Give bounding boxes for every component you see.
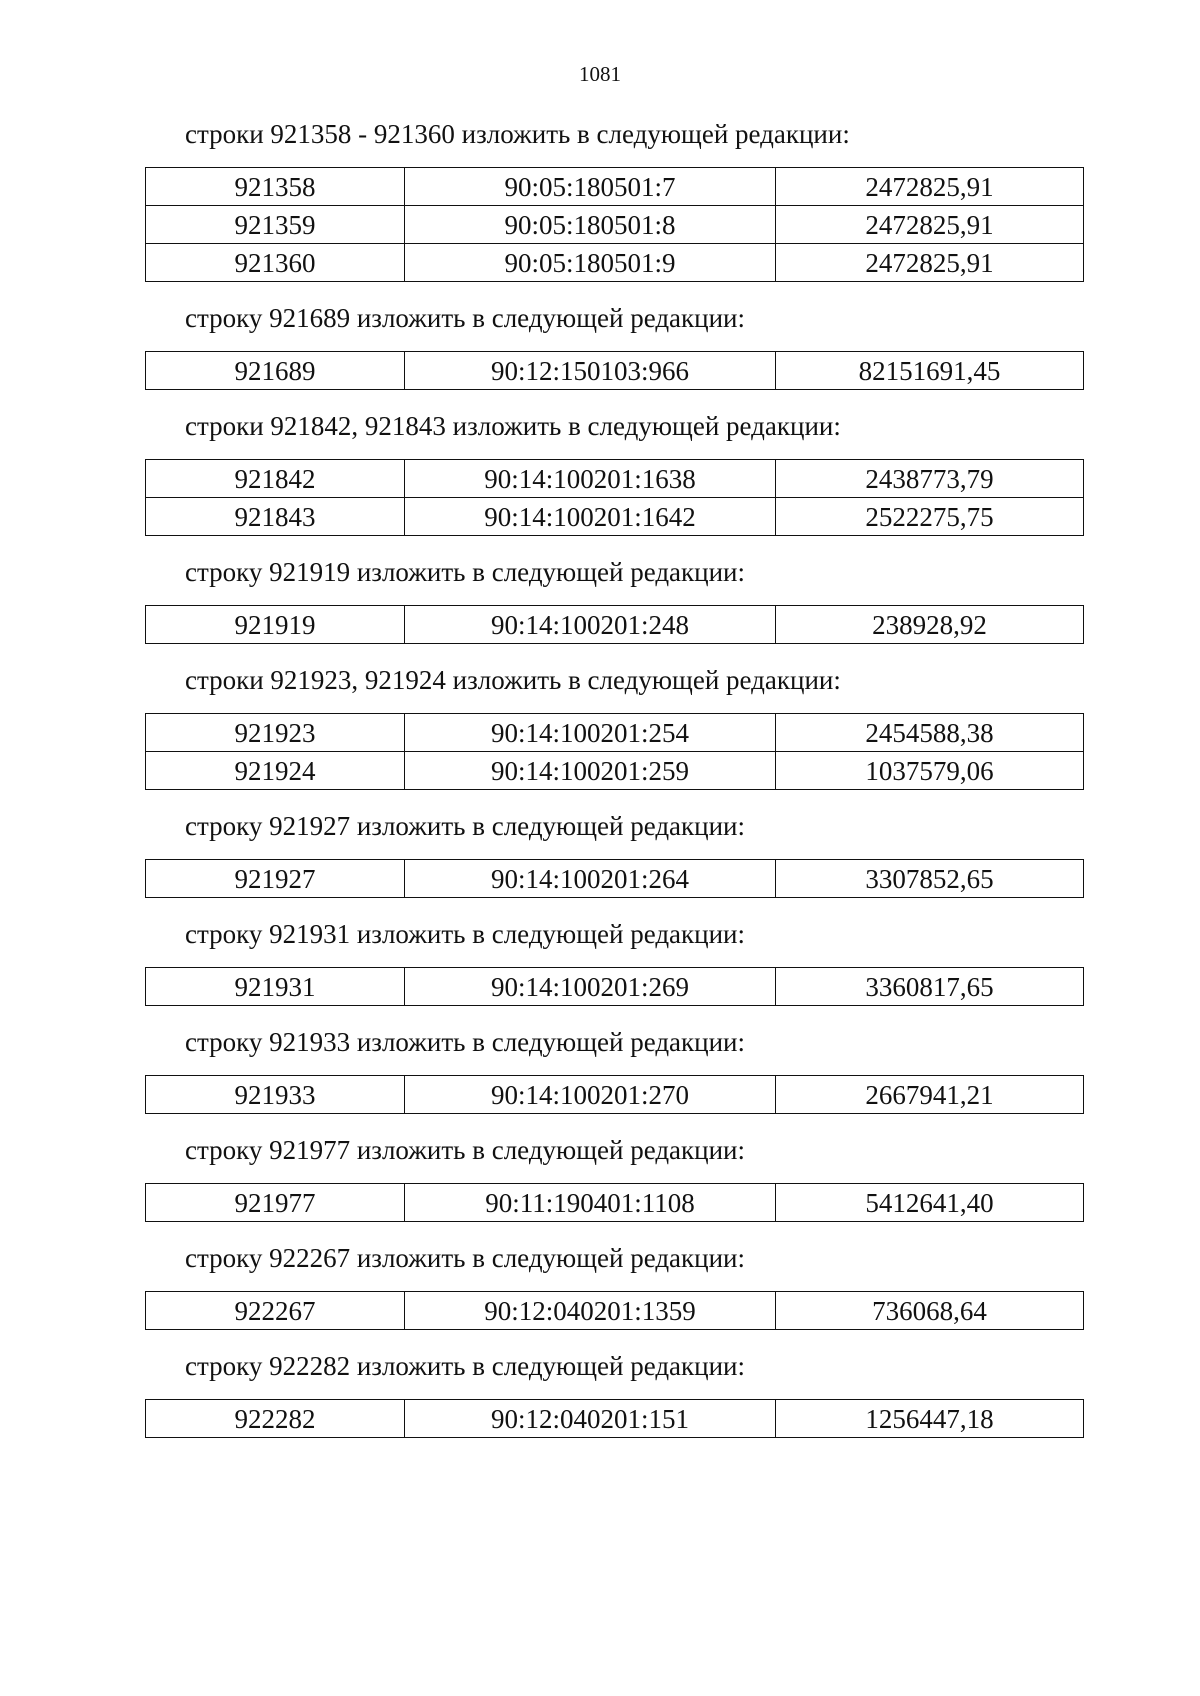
amendment-section [145, 1350, 1080, 1438]
cadastral-number-cell: 90:12:150103:966 [405, 352, 776, 390]
row-number-cell: 921842 [146, 460, 405, 498]
amendment-section [145, 118, 1080, 282]
amendment-table [145, 713, 1084, 790]
page-number: 1081 [579, 62, 621, 86]
amendment-table [145, 167, 1084, 282]
cadastral-number-cell: 90:14:100201:259 [405, 752, 776, 790]
table-row [146, 498, 1084, 536]
value-cell: 5412641,40 [776, 1184, 1084, 1222]
row-number-cell: 921359 [146, 206, 405, 244]
table-row [146, 1184, 1084, 1222]
table-row [146, 206, 1084, 244]
table-row [146, 168, 1084, 206]
section-intro: строки 921358 - 921360 изложить в следующей редакции: [185, 119, 850, 149]
amendment-section [145, 1134, 1080, 1222]
value-cell: 2472825,91 [776, 168, 1084, 206]
row-number-cell: 921923 [146, 714, 405, 752]
row-number-cell: 921360 [146, 244, 405, 282]
amendment-section [145, 302, 1080, 390]
cadastral-number-cell: 90:05:180501:7 [405, 168, 776, 206]
row-number-cell: 921931 [146, 968, 405, 1006]
value-cell: 736068,64 [776, 1292, 1084, 1330]
section-intro: строки 921923, 921924 изложить в следующей редакции: [185, 665, 841, 695]
section-intro: строки 921842, 921843 изложить в следующей редакции: [185, 411, 841, 441]
value-cell: 2472825,91 [776, 244, 1084, 282]
table-row [146, 714, 1084, 752]
amendment-table [145, 351, 1084, 390]
section-intro: строку 921977 изложить в следующей редакции: [185, 1135, 746, 1165]
row-number-cell: 921933 [146, 1076, 405, 1114]
value-cell: 2522275,75 [776, 498, 1084, 536]
amendment-table [145, 859, 1084, 898]
amendment-section [145, 410, 1080, 536]
value-cell: 1037579,06 [776, 752, 1084, 790]
cadastral-number-cell: 90:14:100201:1638 [405, 460, 776, 498]
section-intro: строку 921919 изложить в следующей редакции: [185, 557, 746, 587]
amendment-table [145, 1075, 1084, 1114]
amendment-table [145, 1183, 1084, 1222]
table-row [146, 968, 1084, 1006]
cadastral-number-cell: 90:14:100201:269 [405, 968, 776, 1006]
section-intro: строку 921933 изложить в следующей редакции: [185, 1027, 746, 1057]
amendment-section [145, 664, 1080, 790]
amendment-section [145, 556, 1080, 644]
section-intro: строку 922282 изложить в следующей редакции: [185, 1351, 746, 1381]
cadastral-number-cell: 90:05:180501:8 [405, 206, 776, 244]
amendment-table [145, 605, 1084, 644]
document-body [145, 118, 1080, 1458]
cadastral-number-cell: 90:05:180501:9 [405, 244, 776, 282]
row-number-cell: 921689 [146, 352, 405, 390]
table-row [146, 860, 1084, 898]
value-cell: 3307852,65 [776, 860, 1084, 898]
amendment-section [145, 810, 1080, 898]
value-cell: 2472825,91 [776, 206, 1084, 244]
table-row [146, 606, 1084, 644]
table-row [146, 460, 1084, 498]
value-cell: 2667941,21 [776, 1076, 1084, 1114]
section-intro: строку 921927 изложить в следующей редакции: [185, 811, 746, 841]
table-row [146, 752, 1084, 790]
amendment-table [145, 1291, 1084, 1330]
row-number-cell: 921843 [146, 498, 405, 536]
table-row [146, 244, 1084, 282]
amendment-section [145, 918, 1080, 1006]
table-row [146, 1292, 1084, 1330]
cadastral-number-cell: 90:12:040201:151 [405, 1400, 776, 1438]
table-row [146, 352, 1084, 390]
row-number-cell: 921927 [146, 860, 405, 898]
row-number-cell: 921924 [146, 752, 405, 790]
row-number-cell: 921358 [146, 168, 405, 206]
row-number-cell: 921919 [146, 606, 405, 644]
row-number-cell: 922267 [146, 1292, 405, 1330]
cadastral-number-cell: 90:14:100201:1642 [405, 498, 776, 536]
value-cell: 2454588,38 [776, 714, 1084, 752]
table-row [146, 1076, 1084, 1114]
amendment-table [145, 967, 1084, 1006]
amendment-section [145, 1242, 1080, 1330]
value-cell: 2438773,79 [776, 460, 1084, 498]
row-number-cell: 921977 [146, 1184, 405, 1222]
value-cell: 3360817,65 [776, 968, 1084, 1006]
amendment-section [145, 1026, 1080, 1114]
section-intro: строку 921689 изложить в следующей редакции: [185, 303, 746, 333]
section-intro: строку 922267 изложить в следующей редакции: [185, 1243, 746, 1273]
value-cell: 238928,92 [776, 606, 1084, 644]
cadastral-number-cell: 90:14:100201:264 [405, 860, 776, 898]
amendment-table [145, 1399, 1084, 1438]
cadastral-number-cell: 90:14:100201:248 [405, 606, 776, 644]
cadastral-number-cell: 90:11:190401:1108 [405, 1184, 776, 1222]
value-cell: 82151691,45 [776, 352, 1084, 390]
cadastral-number-cell: 90:12:040201:1359 [405, 1292, 776, 1330]
amendment-table [145, 459, 1084, 536]
row-number-cell: 922282 [146, 1400, 405, 1438]
cadastral-number-cell: 90:14:100201:254 [405, 714, 776, 752]
cadastral-number-cell: 90:14:100201:270 [405, 1076, 776, 1114]
table-row [146, 1400, 1084, 1438]
value-cell: 1256447,18 [776, 1400, 1084, 1438]
section-intro: строку 921931 изложить в следующей редакции: [185, 919, 746, 949]
